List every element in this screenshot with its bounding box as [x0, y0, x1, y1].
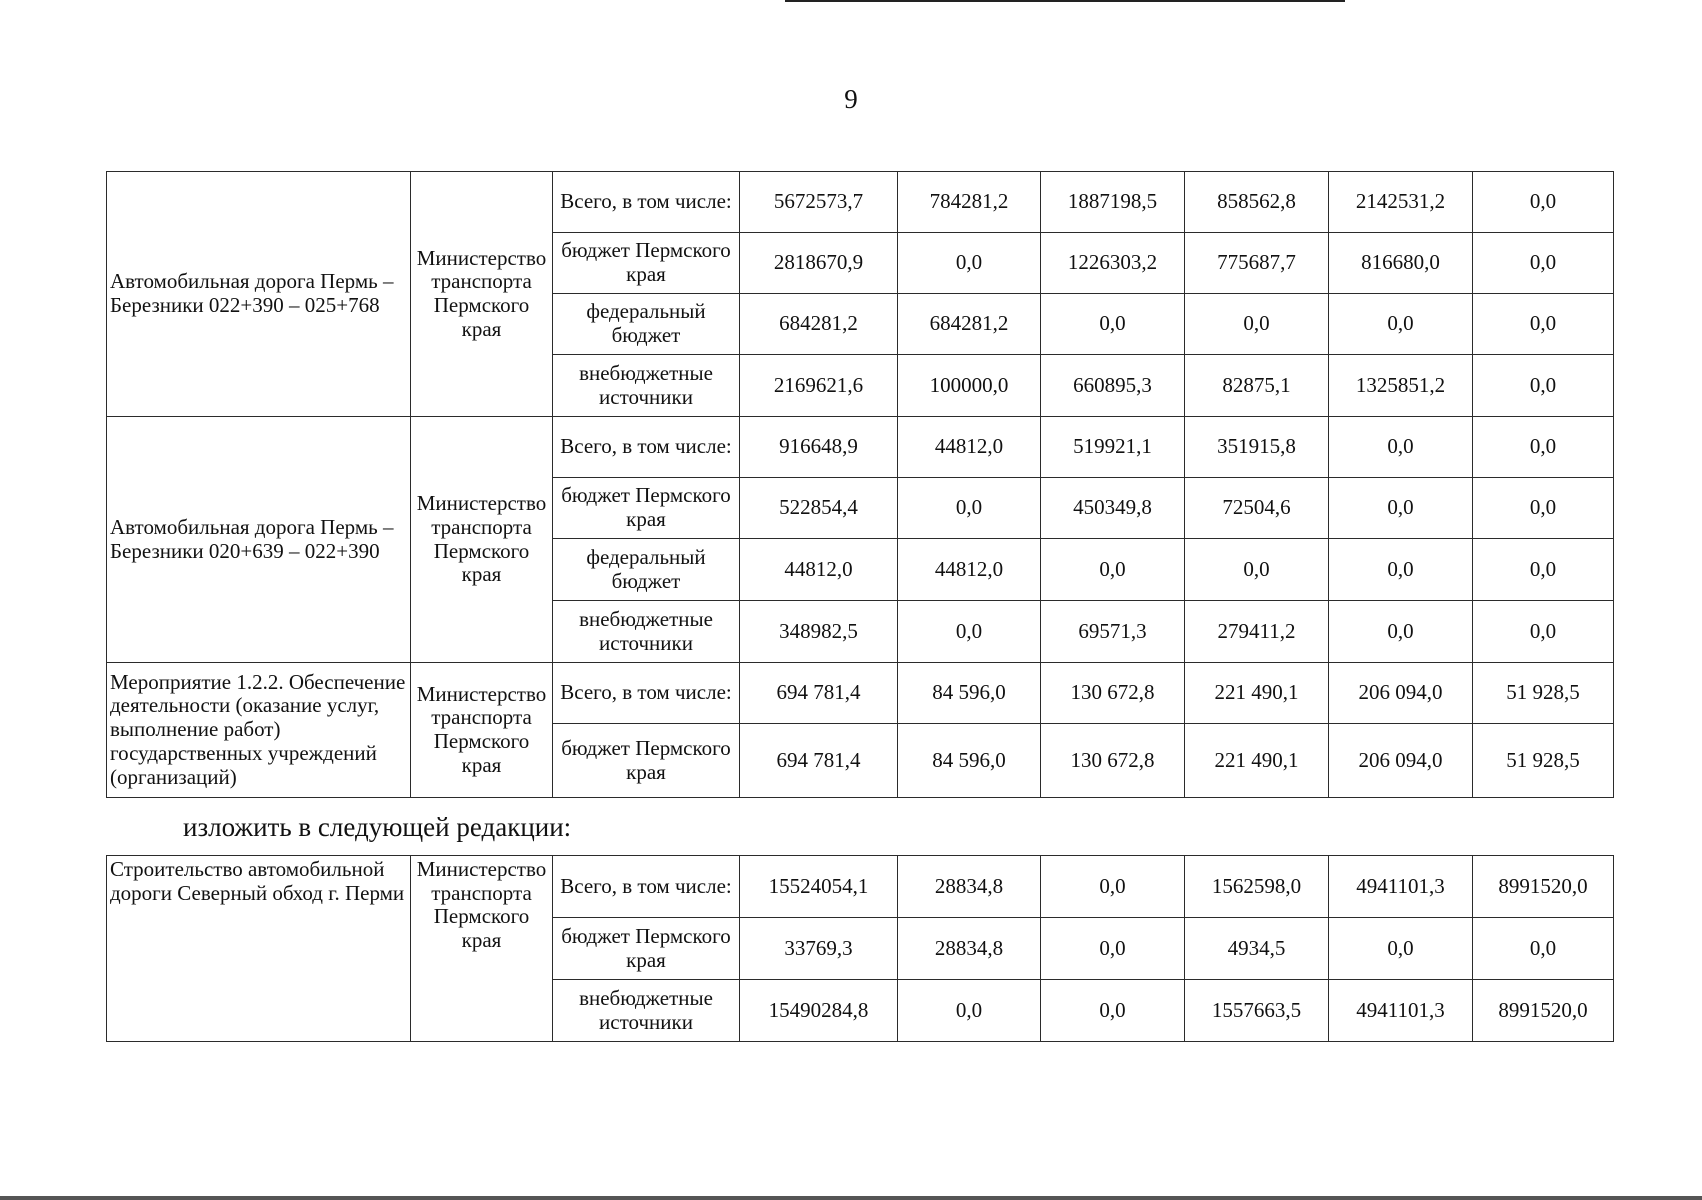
executor: Министерство транспорта Пермского края — [411, 417, 553, 663]
value-cell: 206 094,0 — [1329, 663, 1473, 724]
funding-source: бюджет Пермского края — [553, 724, 740, 798]
value-cell: 522854,4 — [740, 478, 898, 539]
value-cell: 0,0 — [1329, 294, 1473, 355]
value-cell: 0,0 — [1041, 539, 1185, 601]
value-cell: 33769,3 — [740, 918, 898, 980]
value-cell: 84 596,0 — [898, 663, 1041, 724]
value-cell: 694 781,4 — [740, 724, 898, 798]
value-cell: 0,0 — [1041, 980, 1185, 1042]
value-cell: 15524054,1 — [740, 856, 898, 918]
funding-source: Всего, в том числе: — [553, 856, 740, 918]
budget-table-current — [106, 171, 1614, 798]
value-cell: 684281,2 — [740, 294, 898, 355]
value-cell: 0,0 — [1329, 478, 1473, 539]
value-cell: 44812,0 — [898, 417, 1041, 478]
value-cell: 0,0 — [1473, 172, 1614, 233]
executor: Министерство транспорта Пермского края — [411, 856, 553, 1042]
funding-source: внебюджетные источники — [553, 355, 740, 417]
value-cell: 348982,5 — [740, 601, 898, 663]
value-cell: 858562,8 — [1185, 172, 1329, 233]
executor: Министерство транспорта Пермского края — [411, 663, 553, 798]
page-number: 9 — [844, 84, 858, 114]
activity-name: Автомобильная дорога Пермь – Березники 020+639 – 022+390 — [107, 417, 411, 663]
funding-source: Всего, в том числе: — [553, 663, 740, 724]
value-cell: 28834,8 — [898, 856, 1041, 918]
value-cell: 72504,6 — [1185, 478, 1329, 539]
scan-edge-line — [0, 1196, 1702, 1200]
value-cell: 5672573,7 — [740, 172, 898, 233]
value-cell: 0,0 — [898, 980, 1041, 1042]
value-cell: 0,0 — [1185, 294, 1329, 355]
value-cell: 279411,2 — [1185, 601, 1329, 663]
value-cell: 0,0 — [1041, 918, 1185, 980]
value-cell: 519921,1 — [1041, 417, 1185, 478]
funding-source: внебюджетные источники — [553, 601, 740, 663]
value-cell: 100000,0 — [898, 355, 1041, 417]
value-cell: 775687,7 — [1185, 233, 1329, 294]
value-cell: 0,0 — [1041, 856, 1185, 918]
value-cell: 0,0 — [1473, 601, 1614, 663]
value-cell: 206 094,0 — [1329, 724, 1473, 798]
table-row — [107, 172, 1614, 233]
funding-source: внебюджетные источники — [553, 980, 740, 1042]
funding-source: бюджет Пермского края — [553, 478, 740, 539]
value-cell: 684281,2 — [898, 294, 1041, 355]
value-cell: 8991520,0 — [1473, 856, 1614, 918]
value-cell: 1557663,5 — [1185, 980, 1329, 1042]
funding-source: федеральный бюджет — [553, 539, 740, 601]
value-cell: 816680,0 — [1329, 233, 1473, 294]
value-cell: 51 928,5 — [1473, 663, 1614, 724]
funding-source: Всего, в том числе: — [553, 417, 740, 478]
value-cell: 916648,9 — [740, 417, 898, 478]
activity-name: Автомобильная дорога Пермь – Березники 022+390 – 025+768 — [107, 172, 411, 417]
value-cell: 0,0 — [1041, 294, 1185, 355]
value-cell: 1226303,2 — [1041, 233, 1185, 294]
value-cell: 351915,8 — [1185, 417, 1329, 478]
value-cell: 0,0 — [1473, 539, 1614, 601]
table-row — [107, 663, 1614, 724]
value-cell: 51 928,5 — [1473, 724, 1614, 798]
value-cell: 130 672,8 — [1041, 663, 1185, 724]
funding-source: бюджет Пермского края — [553, 233, 740, 294]
value-cell: 221 490,1 — [1185, 663, 1329, 724]
value-cell: 1562598,0 — [1185, 856, 1329, 918]
value-cell: 0,0 — [1473, 355, 1614, 417]
funding-source: Всего, в том числе: — [553, 172, 740, 233]
value-cell: 82875,1 — [1185, 355, 1329, 417]
amendment-note: изложить в следующей редакции: — [183, 812, 572, 842]
value-cell: 84 596,0 — [898, 724, 1041, 798]
value-cell: 0,0 — [1185, 539, 1329, 601]
value-cell: 2818670,9 — [740, 233, 898, 294]
value-cell: 0,0 — [1329, 539, 1473, 601]
value-cell: 15490284,8 — [740, 980, 898, 1042]
value-cell: 0,0 — [898, 478, 1041, 539]
value-cell: 8991520,0 — [1473, 980, 1614, 1042]
value-cell: 0,0 — [1329, 417, 1473, 478]
value-cell: 4941101,3 — [1329, 980, 1473, 1042]
value-cell: 0,0 — [898, 233, 1041, 294]
funding-source: бюджет Пермского края — [553, 918, 740, 980]
value-cell: 450349,8 — [1041, 478, 1185, 539]
value-cell: 28834,8 — [898, 918, 1041, 980]
value-cell: 221 490,1 — [1185, 724, 1329, 798]
value-cell: 0,0 — [1473, 233, 1614, 294]
executor: Министерство транспорта Пермского края — [411, 172, 553, 417]
value-cell: 44812,0 — [898, 539, 1041, 601]
budget-table-revised — [106, 855, 1614, 1042]
value-cell: 0,0 — [1329, 601, 1473, 663]
value-cell: 1325851,2 — [1329, 355, 1473, 417]
value-cell: 1887198,5 — [1041, 172, 1185, 233]
value-cell: 4941101,3 — [1329, 856, 1473, 918]
value-cell: 69571,3 — [1041, 601, 1185, 663]
value-cell: 0,0 — [1473, 918, 1614, 980]
activity-name: Мероприятие 1.2.2. Обеспечение деятельности (оказание услуг, выполнение работ) государственных учреждений (организаций) — [107, 663, 411, 798]
value-cell: 2169621,6 — [740, 355, 898, 417]
value-cell: 660895,3 — [1041, 355, 1185, 417]
table-row — [107, 856, 1614, 918]
value-cell: 130 672,8 — [1041, 724, 1185, 798]
value-cell: 784281,2 — [898, 172, 1041, 233]
funding-source: федеральный бюджет — [553, 294, 740, 355]
value-cell: 4934,5 — [1185, 918, 1329, 980]
table-row — [107, 417, 1614, 478]
value-cell: 0,0 — [1473, 417, 1614, 478]
value-cell: 0,0 — [1473, 294, 1614, 355]
value-cell: 44812,0 — [740, 539, 898, 601]
scan-edge-line — [785, 0, 1345, 2]
value-cell: 0,0 — [898, 601, 1041, 663]
value-cell: 694 781,4 — [740, 663, 898, 724]
value-cell: 0,0 — [1473, 478, 1614, 539]
value-cell: 0,0 — [1329, 918, 1473, 980]
value-cell: 2142531,2 — [1329, 172, 1473, 233]
activity-name: Строительство автомобильной дороги Северный обход г. Перми — [107, 856, 411, 1042]
